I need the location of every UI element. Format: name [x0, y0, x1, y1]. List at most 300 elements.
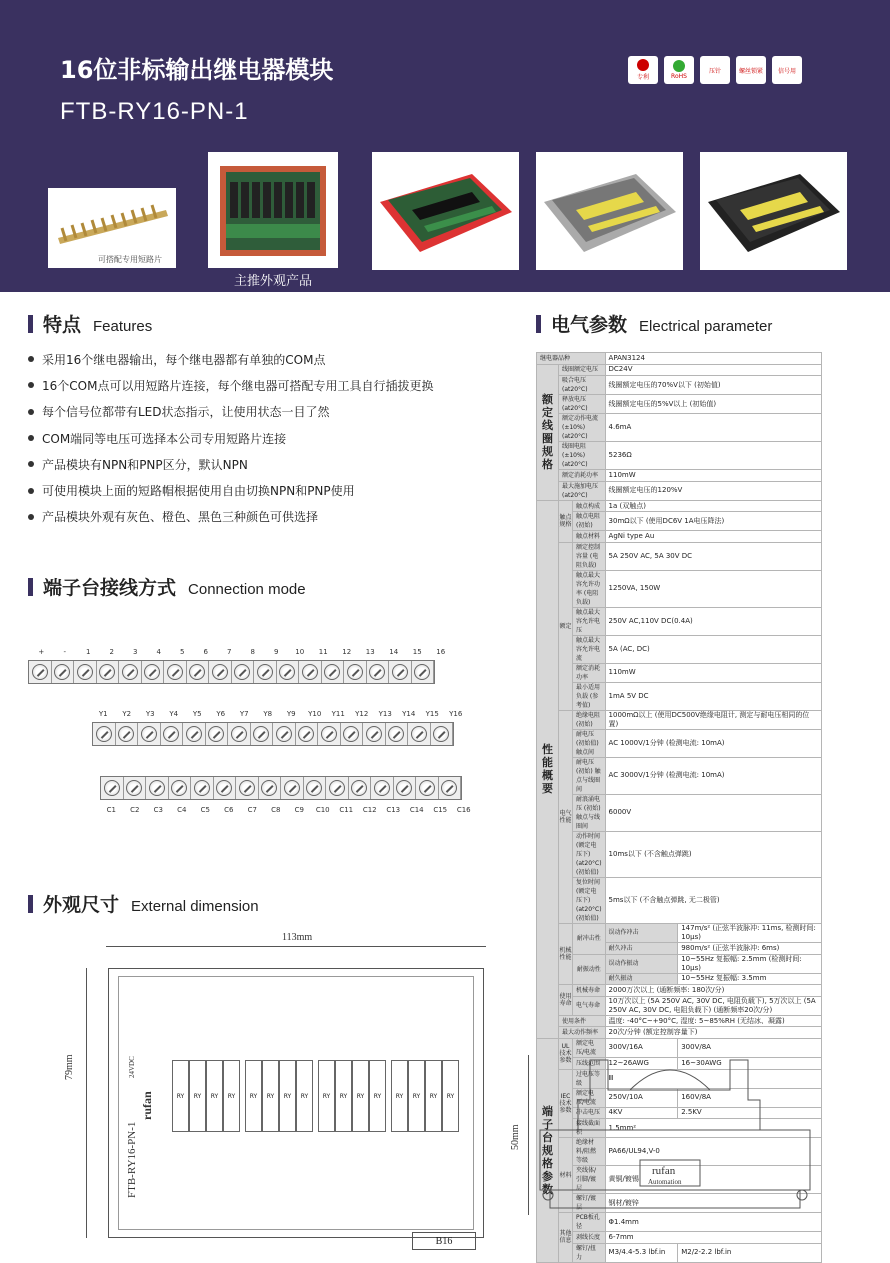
terminal [161, 723, 184, 745]
param-value: 16~30AWG [678, 1057, 822, 1069]
param-label: 误动作冲击 [605, 923, 678, 942]
param-value: APAN3124 [605, 353, 821, 365]
param-value: 4KV [605, 1107, 678, 1119]
param-value: 1mA 5V DC [605, 682, 821, 710]
terminal-label: 16 [436, 648, 446, 656]
table-row [537, 729, 822, 757]
screw-icon [343, 726, 359, 742]
terminal [296, 723, 319, 745]
output-y-label: Y2 [122, 710, 132, 718]
terminal-label: 14 [389, 648, 399, 656]
sub-other: 其他信息 [559, 1213, 573, 1263]
param-label: 最小适用负载 (参考值) [573, 682, 606, 710]
screw-icon [279, 664, 295, 680]
param-value: 250V AC,110V DC(0.4A) [605, 607, 821, 635]
rohs-icon [673, 60, 685, 72]
terminal [142, 661, 165, 683]
table-row [537, 635, 822, 663]
param-label: 绝缘电阻 (初始) [573, 710, 606, 729]
param-value: 6-7mm [605, 1232, 821, 1244]
feature-item: COM端同等电压可选择本公司专用短路片连接 [28, 425, 433, 451]
table-row [537, 607, 822, 635]
features-list [28, 346, 433, 530]
param-label: 释放电压(at20°C) [559, 395, 606, 414]
terminal [389, 661, 412, 683]
relay: RY [223, 1060, 240, 1132]
screw-icon [388, 726, 404, 742]
table-row [537, 442, 822, 470]
header-banner [0, 0, 890, 292]
side-brand-sub: Automation [648, 1178, 682, 1186]
output-y-label: Y5 [192, 710, 202, 718]
sub-contact: 触点规格 [559, 500, 573, 542]
terminal [299, 661, 322, 683]
table-row [537, 877, 822, 923]
table-row [537, 364, 822, 376]
table-row [537, 1027, 822, 1039]
param-label: 压线范围 [573, 1057, 606, 1069]
param-label: 夹线体/引脚/镀层 [573, 1166, 606, 1194]
screw-icon [321, 726, 337, 742]
screw-icon [414, 664, 430, 680]
output-y-label: Y9 [286, 710, 296, 718]
table-row [537, 1232, 822, 1244]
screw-icon [253, 726, 269, 742]
table-row [537, 376, 822, 395]
param-label: 耐浪涌电压 (初始) 触点与线圈间 [573, 794, 606, 831]
relay-module-red-icon [372, 152, 519, 270]
screw-icon [171, 780, 187, 796]
param-value: 5236Ω [605, 442, 821, 470]
terminal [412, 661, 435, 683]
sub-electrical: 电气性能 [559, 710, 573, 923]
terminal [281, 777, 304, 799]
param-label: 触点最大容允许功率 (电阻负载) [573, 570, 606, 607]
param-value: Ⅲ [605, 1069, 821, 1088]
com-label: C12 [362, 806, 377, 814]
output-y-label: Y10 [308, 710, 322, 718]
table-row [537, 500, 822, 512]
param-label: 触点最大容允许电压 [573, 607, 606, 635]
param-value: 1250VA, 150W [605, 570, 821, 607]
param-label: 额定消耗功率 [559, 470, 606, 482]
param-value: AC 1000V/1分钟 (检测电流: 10mA) [605, 729, 821, 757]
output-y-label: Y3 [145, 710, 155, 718]
param-value: PA66/UL94,V-0 [605, 1138, 821, 1166]
terminal [146, 777, 169, 799]
param-label: 线圈电阻 (±10%) (at20°C) [559, 442, 606, 470]
table-row [537, 542, 822, 570]
sub-iec: IEC技术参数 [559, 1069, 573, 1138]
param-value: 160V/8A [678, 1088, 822, 1107]
param-value: 147m/s² (正弦半波脉冲: 11ms, 检测时间: 10μs) [678, 923, 822, 942]
terminal [408, 723, 431, 745]
terminal [138, 723, 161, 745]
signal-badge: 信号用 [772, 56, 802, 84]
screw-icon [163, 726, 179, 742]
connection-heading: 端子台接线方式 Connection mode [28, 573, 306, 600]
output-y-label: Y13 [378, 710, 392, 718]
terminal [341, 723, 364, 745]
terminal [101, 777, 124, 799]
terminal-label: 4 [156, 648, 161, 656]
screw-icon [189, 664, 205, 680]
terminal [52, 661, 75, 683]
terminal [164, 661, 187, 683]
param-label: 耐久冲击 [605, 942, 678, 954]
table-row [537, 831, 822, 877]
screw-icon [99, 664, 115, 680]
terminal [93, 723, 116, 745]
param-label: 过电压等级 [573, 1069, 606, 1088]
screw-icon [216, 780, 232, 796]
table-row [537, 985, 822, 997]
screw-icon [144, 664, 160, 680]
screw-icon [329, 780, 345, 796]
table-row [537, 682, 822, 710]
electrical-heading: 电气参数 Electrical parameter [536, 310, 772, 337]
terminal-label: 7 [227, 648, 232, 656]
screw-icon [298, 726, 314, 742]
page-code: B16 [412, 1232, 476, 1250]
feature-item: 产品模块外观有灰色、橙色、黑色三种颜色可供选择 [28, 504, 433, 530]
com-label: C1 [106, 806, 116, 814]
relay: RY [352, 1060, 369, 1132]
com-label: C14 [409, 806, 424, 814]
param-label: 额定动作电流 (±10%)(at20°C) [559, 414, 606, 442]
com-label: C7 [247, 806, 257, 814]
com-label: C10 [315, 806, 330, 814]
terminal [304, 777, 327, 799]
param-label: 最大施加电压(at20°C) [559, 481, 606, 500]
terminal [416, 777, 439, 799]
terminal-label: 6 [203, 648, 208, 656]
table-row [537, 481, 822, 500]
terminal-label: 10 [295, 648, 305, 656]
param-value: 5A (AC, DC) [605, 635, 821, 663]
param-label: 额定电压/电流 [573, 1088, 606, 1107]
screw-icon [374, 780, 390, 796]
terminal [209, 661, 232, 683]
patent-icon [637, 59, 649, 71]
relay-module-black-icon [700, 152, 847, 270]
screw-icon [347, 664, 363, 680]
param-value: 线圈额定电压的120%V [605, 481, 821, 500]
screw-icon [257, 664, 273, 680]
output-y-label: Y6 [216, 710, 226, 718]
board-brand-text: rufan [140, 1091, 154, 1120]
terminal [349, 777, 372, 799]
param-value: 1000mΩ以上 (使用DC500V绝缘电阻计, 测定与耐电压相同的位置) [605, 710, 821, 729]
screw-icon [122, 664, 138, 680]
terminal [251, 723, 274, 745]
param-label: 剥线长度 [573, 1232, 606, 1244]
gray-module-photo [536, 152, 683, 270]
terminal [371, 777, 394, 799]
screw-icon [419, 780, 435, 796]
output-y-label: Y15 [425, 710, 439, 718]
param-label: 触点材料 [573, 531, 606, 543]
screw-icon [306, 780, 322, 796]
terminal [232, 661, 255, 683]
param-value: AgNi type Au [605, 531, 821, 543]
relay: RY [189, 1060, 206, 1132]
output-y-label: Y11 [331, 710, 345, 718]
terminal [344, 661, 367, 683]
com-label: C2 [130, 806, 140, 814]
terminal-label: 15 [412, 648, 422, 656]
screw-icon [186, 726, 202, 742]
param-label: 接线截面积 [573, 1119, 606, 1138]
terminal [322, 661, 345, 683]
screw-icon [234, 664, 250, 680]
screw-icon [411, 726, 427, 742]
param-value: M2/2-2.2 lbf.in [678, 1243, 822, 1262]
table-row [537, 710, 822, 729]
screw-icon [369, 664, 385, 680]
screw-icon [276, 726, 292, 742]
param-label: 使用条件 [559, 1015, 606, 1027]
param-value: 6000V [605, 794, 821, 831]
rohs-badge: RoHS [664, 56, 694, 84]
product-title: 16位非标输出继电器模块 [60, 56, 334, 84]
terminal [318, 723, 341, 745]
relay: RY [425, 1060, 442, 1132]
param-value: 黄铜/镀锡 [605, 1166, 821, 1194]
sub-shock: 耐冲击性 [573, 923, 606, 954]
terminal-label: 12 [342, 648, 352, 656]
relay: RY [369, 1060, 386, 1132]
param-value: 20次/分钟 (额定控制容量下) [605, 1027, 821, 1039]
table-row [537, 570, 822, 607]
screw-icon [239, 780, 255, 796]
table-row [537, 663, 822, 682]
screw-icon [392, 664, 408, 680]
param-label: 触点最大容允许电流 [573, 635, 606, 663]
param-label: 最大动作频率 [559, 1027, 606, 1039]
screw-icon [302, 664, 318, 680]
terminal [273, 723, 296, 745]
terminal [169, 777, 192, 799]
param-value: 温度: -40°C~+90°C, 湿度: 5~85%RH (无结冰、凝露) [605, 1015, 821, 1027]
screw-icon [324, 664, 340, 680]
terminal-label: 8 [250, 648, 255, 656]
param-value: 110mW [605, 663, 821, 682]
board-voltage-text: 24VDC [128, 1056, 136, 1078]
terminal [74, 661, 97, 683]
param-label: 触点电阻 (初始) [573, 512, 606, 531]
table-row [537, 1243, 822, 1262]
table-row [537, 757, 822, 794]
param-value: 12~26AWG [605, 1057, 678, 1069]
terminal [236, 777, 259, 799]
output-y-terminal-row [92, 722, 454, 746]
input-terminal-row [28, 660, 435, 684]
terminal-label: 3 [133, 648, 138, 656]
press-pin-badge: 压针 [700, 56, 730, 84]
com-label: C8 [271, 806, 281, 814]
relay: RY [262, 1060, 279, 1132]
screw-icon [261, 780, 277, 796]
relay: RY [245, 1060, 262, 1132]
output-y-label: Y14 [402, 710, 416, 718]
param-value: 钢材/镀锌 [605, 1194, 821, 1213]
com-terminal-row [100, 776, 462, 800]
com-label: C3 [153, 806, 163, 814]
screw-icon [141, 726, 157, 742]
param-label: 耐电压 (初始值) 触点间 [573, 729, 606, 757]
com-label: C16 [456, 806, 471, 814]
red-module-photo [372, 152, 519, 270]
relay: RY [318, 1060, 335, 1132]
dimension-heading: 外观尺寸 External dimension [28, 890, 259, 917]
param-value: M3/4.4-5.3 lbf.in [605, 1243, 678, 1262]
param-value: 2000万次以上 (通断频率: 180次/分) [605, 985, 821, 997]
param-label: 动作时间 (额定电压下)(at20°C) (初始值) [573, 831, 606, 877]
side-view-drawing [530, 1050, 830, 1220]
table-row [537, 794, 822, 831]
terminal [29, 661, 52, 683]
table-row [537, 512, 822, 531]
table-row [537, 996, 822, 1015]
param-value: 300V/16A [605, 1038, 678, 1057]
param-value: 10~55Hz 复振幅: 3.5mm [678, 973, 822, 985]
jumper-photo [48, 188, 176, 268]
output-y-label: Y7 [239, 710, 249, 718]
terminal [367, 661, 390, 683]
param-value: 1a (双触点) [605, 500, 821, 512]
width-line [106, 946, 486, 947]
com-label: C5 [200, 806, 210, 814]
feature-item: 产品模块有NPN和PNP区分，默认NPN [28, 451, 433, 477]
param-value: 10万次以上 (5A 250V AC, 30V DC, 电阻负载下), 5万次以上 (5A 250V AC, 30V DC, 电阻负载下) (通断频率20次/分) [605, 996, 821, 1015]
terminal-label: 5 [180, 648, 185, 656]
terminal [116, 723, 139, 745]
param-value: 2.5KV [678, 1107, 822, 1119]
param-label: 误动作振动 [605, 954, 678, 973]
terminal-label: 1 [86, 648, 91, 656]
terminal-label: 9 [274, 648, 279, 656]
terminal [191, 777, 214, 799]
param-value: 10ms以下 (不含触点弹跳) [605, 831, 821, 877]
terminal [277, 661, 300, 683]
com-label: C11 [339, 806, 354, 814]
param-value: 10~55Hz 复振幅: 2.5mm (检测时间: 10μs) [678, 954, 822, 973]
param-label: 螺钉/镀层 [573, 1194, 606, 1213]
side-height-line [528, 1055, 529, 1215]
param-label: 绝缘材料/阻燃等级 [573, 1138, 606, 1166]
param-label: 继电器品种 [537, 353, 606, 365]
output-y-label: Y1 [98, 710, 108, 718]
param-value: Φ1.4mm [605, 1213, 821, 1232]
terminal [431, 723, 454, 745]
relay: RY [335, 1060, 352, 1132]
board-model-text: FTB-RY16-PN-1 [126, 1121, 138, 1198]
param-value: AC 3000V/1分钟 (检测电流: 10mA) [605, 757, 821, 794]
table-row [537, 923, 822, 942]
param-label: 复位时间 (额定电压下)(at20°C) (初始值) [573, 877, 606, 923]
terminal [97, 661, 120, 683]
param-value: 5A 250V AC, 5A 30V DC [605, 542, 821, 570]
table-row [537, 470, 822, 482]
group-performance: 性能概要 [537, 500, 559, 1038]
terminal-label: + [38, 648, 45, 656]
sub-rated: 额定 [559, 542, 573, 710]
terminal [228, 723, 251, 745]
screw-icon [77, 664, 93, 680]
param-label: 触点构成 [573, 500, 606, 512]
sub-mechanical: 机械性能 [559, 923, 573, 984]
relay: RY [279, 1060, 296, 1132]
group-coil: 额定线圈规格 [537, 364, 559, 500]
terminal [119, 661, 142, 683]
screw-icon [54, 664, 70, 680]
param-value: 30mΩ以下 (使用DC6V 1A电压降法) [605, 512, 821, 531]
terminal [363, 723, 386, 745]
feature-item: 采用16个继电器输出，每个继电器都有单独的COM点 [28, 346, 433, 372]
screw-icon [351, 780, 367, 796]
sub-vibration: 耐振动性 [573, 954, 606, 985]
product-model: FTB-RY16-PN-1 [60, 98, 249, 125]
terminal [206, 723, 229, 745]
side-height-label: 50mm [510, 1124, 521, 1150]
sub-ul: UL技术参数 [559, 1038, 573, 1069]
terminal [326, 777, 349, 799]
param-label: 额定控制容量 (电阻负载) [573, 542, 606, 570]
param-value: 线圈额定电压的5%V以上 (初始值) [605, 395, 821, 414]
param-label: 额定电压/电流 [573, 1038, 606, 1057]
patent-badge: 专利 [628, 56, 658, 84]
param-label: 冲击电压 [573, 1107, 606, 1119]
width-label: 113mm [282, 932, 313, 943]
param-value: 线圈额定电压的70%V以下 (初始值) [605, 376, 821, 395]
jumper-caption: 可搭配专用短路片 [98, 255, 162, 264]
param-label: 额定消耗功率 [573, 663, 606, 682]
terminal-label: - [63, 648, 67, 656]
param-label: 电气寿命 [573, 996, 606, 1015]
relay-module-gray-icon [536, 152, 683, 270]
height-line [86, 968, 87, 1238]
param-value: 5ms以下 (不含触点弹跳, 无二极管) [605, 877, 821, 923]
terminal-label: 13 [365, 648, 375, 656]
screw-icon [208, 726, 224, 742]
feature-item: 16个COM点可以用短路片连接，每个继电器可搭配专用工具自行插拔更换 [28, 372, 433, 398]
screw-icon [366, 726, 382, 742]
param-value: 980m/s² (正弦半波脉冲: 6ms) [678, 942, 822, 954]
screw-icon [126, 780, 142, 796]
table-row [537, 414, 822, 442]
param-value: 4.6mA [605, 414, 821, 442]
com-label: C6 [224, 806, 234, 814]
screw-icon [396, 780, 412, 796]
relay: RY [408, 1060, 425, 1132]
param-label: 耐久振动 [605, 973, 678, 985]
param-label: 耐电压 (初始) 触点与线圈间 [573, 757, 606, 794]
feature-item: 可使用模块上面的短路帽根据使用自由切换NPN和PNP使用 [28, 477, 433, 503]
table-row [537, 353, 822, 365]
output-y-label: Y12 [355, 710, 369, 718]
param-value: 300V/8A [678, 1038, 822, 1057]
cert-badges [628, 56, 802, 84]
screw-icon [104, 780, 120, 796]
param-value: 110mW [605, 470, 821, 482]
sub-life: 使用寿命 [559, 985, 573, 1016]
sub-material: 材料 [559, 1138, 573, 1213]
screw-icon [284, 780, 300, 796]
param-label: 螺钉/扭力 [573, 1243, 606, 1262]
table-row [537, 1015, 822, 1027]
height-label: 79mm [64, 1054, 75, 1080]
